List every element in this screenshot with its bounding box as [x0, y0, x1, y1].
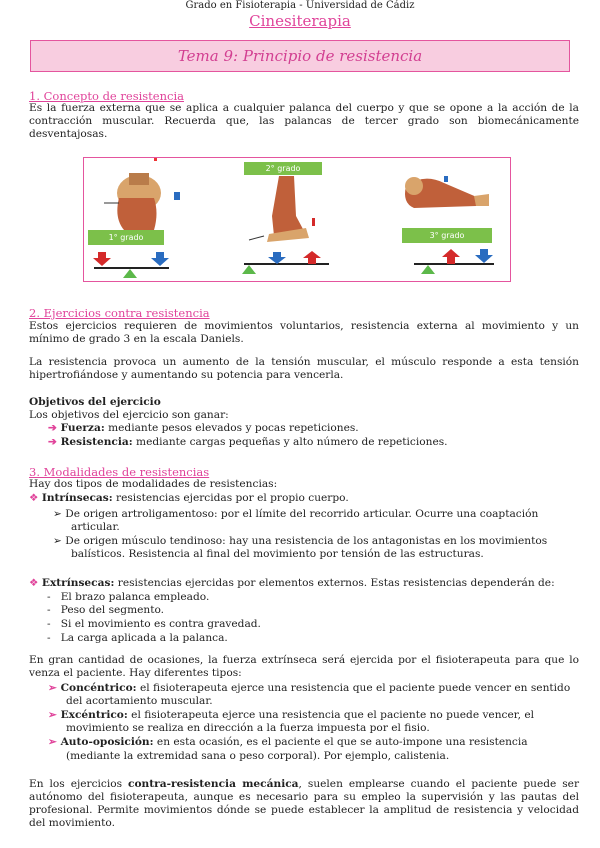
extr-list-item: - El brazo palanca empleado. — [47, 591, 210, 603]
triangle-bullet-icon: ➢ — [48, 709, 61, 721]
triangle-bullet-icon: ➢ — [48, 682, 61, 694]
concentrico-item: ➢ Concéntrico: el fisioterapeuta ejerce una resistencia que el paciente puede vencer en sentido — [48, 682, 571, 694]
intrinsecas-item: ❖ Intrínsecas: resistencias ejercidas por el propio cuerpo. — [29, 492, 349, 504]
objectives-title: Objetivos del ejercicio — [29, 396, 161, 408]
label-grade-1: 1° grado — [88, 230, 164, 245]
final-paragraph: En los ejercicios contra-resistencia mecánica, suelen emplearse cuando el paciente puede ser autónomo del fisioterapeuta, aunque es necesario para su empleo la supervisión y las pautas del profesional. Permite movimientos dónde se puede establecer la amplitud de resistencia y velocidad del movimiento. — [29, 778, 580, 829]
auto-oposicion-item: ➢ Auto-oposición: en esta ocasión, es el paciente el que se auto-impone una resistencia — [48, 736, 528, 748]
arrow-icon: ➔ — [48, 422, 61, 434]
triangle-bullet-icon: ➢ — [48, 736, 61, 748]
lever-diagram-2 — [234, 250, 354, 280]
intrinsecas-musculo: ➢ De origen músculo tendinoso: hay una resistencia de los antagonistas en los movimientos — [53, 535, 548, 547]
arrow-icon: ➔ — [48, 436, 61, 448]
intrinsecas-musculo-cont: balísticos. Resistencia al final del movimiento por tensión de las estructuras. — [71, 548, 484, 560]
intrinsecas-artro-cont: articular. — [71, 521, 120, 533]
section-2-para-2: La resistencia provoca un aumento de la tensión muscular, el músculo responde a esta tensión hipertrofiándose y aumentando su potencia para vencerla. — [29, 356, 579, 381]
section-2-para-1: Estos ejercicios requieren de movimientos voluntarios, resistencia externa al movimiento y un mínimo de grado 3 en la escala Daniels. — [29, 320, 579, 345]
fisio-paragraph: En gran cantidad de ocasiones, la fuerza extrínseca será ejercida por el fisioterapeuta para que lo venza el paciente. Hay diferentes tipos: — [29, 654, 579, 679]
course-header: Grado en Fisioterapia - Universidad de Cádiz — [185, 0, 415, 11]
auto-oposicion-cont: (mediante la extremidad sana o peso corporal). Por ejemplo, calistenia. — [66, 750, 450, 762]
label-grade-3: 3° grado — [402, 228, 492, 243]
subject-title: Cinesiterapia — [249, 12, 351, 30]
excentrico-cont: movimiento se realiza en dirección a la fuerza impuesta por el fisio. — [66, 722, 430, 734]
section-3-intro: Hay dos tipos de modalidades de resistencias: — [29, 478, 278, 490]
triangle-bullet-icon: ➢ — [53, 508, 66, 520]
lever-diagram-3 — [384, 246, 510, 280]
objective-resistencia: ➔ Resistencia: mediante cargas pequeñas y alto número de repeticiones. — [48, 436, 448, 448]
diamond-bullet-icon: ❖ — [29, 492, 42, 504]
lever-diagram-1 — [84, 250, 224, 280]
extr-list-item: - Peso del segmento. — [47, 604, 165, 616]
arm-lever-illustration — [384, 158, 510, 238]
lever-classes-figure — [83, 157, 511, 282]
section-3-title: 3. Modalidades de resistencias — [29, 465, 210, 479]
label-grade-2: 2° grado — [244, 162, 322, 175]
diamond-bullet-icon: ❖ — [29, 577, 42, 589]
extr-list-item: - Si el movimiento es contra gravedad. — [47, 618, 261, 630]
topic-title-box: Tema 9: Principio de resistencia — [30, 40, 570, 72]
intrinsecas-artro: ➢ De origen artroligamentoso: por el límite del recorrido articular. Ocurre una coaptación — [53, 508, 539, 520]
section-1-title: 1. Concepto de resistencia — [29, 89, 184, 103]
lever-panel-1 — [84, 158, 224, 281]
extr-list-item: - La carga aplicada a la palanca. — [47, 632, 228, 644]
lever-panel-3 — [384, 158, 510, 281]
lever-panel-2 — [234, 158, 354, 281]
objective-fuerza: ➔ Fuerza: mediante pesos elevados y pocas repeticiones. — [48, 422, 359, 434]
extrinsecas-item: ❖ Extrínsecas: resistencias ejercidas por elementos externos. Estas resistencias dependerán de: — [29, 577, 555, 589]
section-1-text: Es la fuerza externa que se aplica a cualquier palanca del cuerpo y que se opone a la acción de la contracción muscular. Recuerda que, las palancas de tercer grado son biomecánicamente desventajosas. — [29, 102, 579, 140]
objectives-intro: Los objetivos del ejercicio son ganar: — [29, 409, 229, 421]
triangle-bullet-icon: ➢ — [53, 535, 66, 547]
excentrico-item: ➢ Excéntrico: el fisioterapeuta ejerce una resistencia que el paciente no puede vencer, el — [48, 709, 535, 721]
concentrico-cont: del acortamiento muscular. — [66, 695, 213, 707]
section-2-title: 2. Ejercicios contra resistencia — [29, 306, 210, 320]
foot-lever-illustration — [234, 176, 354, 250]
